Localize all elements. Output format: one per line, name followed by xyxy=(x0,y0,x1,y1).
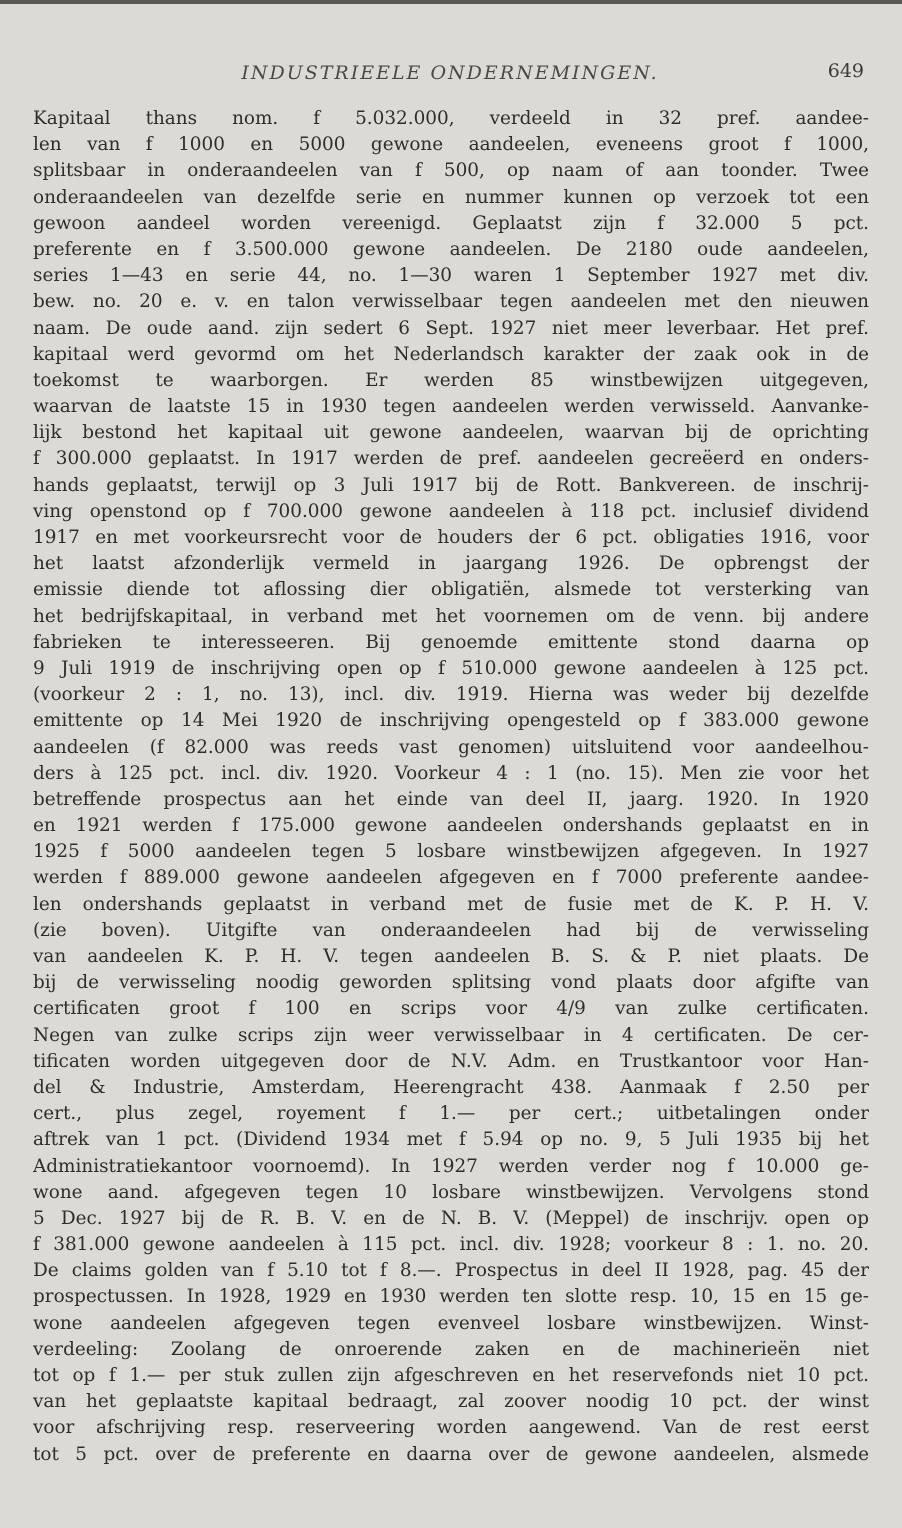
body-line: splitsbaar in onderaandeelen van f 500, op naam of aan toonder. Twee xyxy=(33,160,869,182)
body-line: len ondershands geplaatst in verband met de fusie met de K. P. H. V. xyxy=(33,893,869,915)
body-line: Negen van zulke scrips zijn weer verwisselbaar in 4 certificaten. De cer- xyxy=(33,1024,869,1046)
body-line: waarvan de laatste 15 in 1930 tegen aandeelen werden verwisseld. Aanvanke- xyxy=(33,396,869,418)
body-line: tificaten worden uitgegeven door de N.V. Adm. en Trustkantoor voor Han- xyxy=(33,1050,869,1072)
body-line: onderaandeelen van dezelfde serie en nummer kunnen op verzoek tot een xyxy=(33,186,869,208)
body-line: het bedrijfskapitaal, in verband met het voornemen om de venn. bij andere xyxy=(33,605,869,627)
body-line: tot op f 1.— per stuk zullen zijn afgeschreven en het reservefonds niet 10 pct. xyxy=(33,1365,869,1386)
page-number: 649 xyxy=(827,60,864,82)
running-title: INDUSTRIEELE ONDERNEMINGEN. xyxy=(241,62,659,84)
page-body xyxy=(33,106,869,1468)
body-line: len van f 1000 en 5000 gewone aandeelen, eveneens groot f 1000, xyxy=(33,134,869,156)
body-line: werden f 889.000 gewone aandeelen afgegeven en f 7000 preferente aandee- xyxy=(33,867,869,889)
body-line: emittente op 14 Mei 1920 de inschrijving opengesteld op f 383.000 gewone xyxy=(33,710,869,732)
body-line: tot 5 pct. over de preferente en daarna over de gewone aandeelen, alsmede xyxy=(33,1443,869,1465)
page-header xyxy=(0,58,902,88)
body-line: emissie diende tot aflossing dier obligatiën, alsmede tot versterking van xyxy=(33,579,869,601)
body-line: wone aand. afgegeven tegen 10 losbare winstbewijzen. Vervolgens stond xyxy=(33,1181,869,1203)
body-line: prospectussen. In 1928, 1929 en 1930 werden ten slotte resp. 10, 15 en 15 ge- xyxy=(33,1286,869,1308)
body-line: certificaten groot f 100 en scrips voor 4/9 van zulke certificaten. xyxy=(33,998,869,1020)
top-border xyxy=(0,0,902,4)
body-line: (zie boven). Uitgifte van onderaandeelen had bij de verwisseling xyxy=(33,919,869,941)
body-line: Administratiekantoor voornoemd). In 1927 werden verder nog f 10.000 ge- xyxy=(33,1155,869,1177)
body-line: ders à 125 pct. incl. div. 1920. Voorkeur 4 : 1 (no. 15). Men zie voor het xyxy=(33,762,869,784)
body-line: preferente en f 3.500.000 gewone aandeelen. De 2180 oude aandeelen, xyxy=(33,238,869,260)
body-line: kapitaal werd gevormd om het Nederlandsch karakter der zaak ook in de xyxy=(33,343,869,365)
body-line: f 300.000 geplaatst. In 1917 werden de pref. aandeelen gecreëerd en onders- xyxy=(33,448,869,470)
body-line: series 1—43 en serie 44, no. 1—30 waren 1 September 1927 met div. xyxy=(33,265,869,287)
body-line: cert., plus zegel, royement f 1.— per cert.; uitbetalingen onder xyxy=(33,1103,869,1125)
body-line: voor afschrijving resp. reserveering worden aangewend. Van de rest eerst xyxy=(33,1417,869,1439)
body-line: van aandeelen K. P. H. V. tegen aandeelen B. S. & P. niet plaats. De xyxy=(33,946,869,967)
body-line: lijk bestond het kapitaal uit gewone aandeelen, waarvan bij de oprichting xyxy=(33,422,869,444)
body-line: toekomst te waarborgen. Er werden 85 winstbewijzen uitgegeven, xyxy=(33,369,869,391)
body-line: en 1921 werden f 175.000 gewone aandeelen ondershands geplaatst en in xyxy=(33,815,869,837)
body-line: ving openstond op f 700.000 gewone aandeelen à 118 pct. inclusief dividend xyxy=(33,500,869,522)
body-line: verdeeling: Zoolang de onroerende zaken en de machinerieën niet xyxy=(33,1338,869,1360)
body-line: 1925 f 5000 aandeelen tegen 5 losbare winstbewijzen afgegeven. In 1927 xyxy=(33,841,869,863)
body-line: wone aandeelen afgegeven tegen evenveel losbare winstbewijzen. Winst- xyxy=(33,1312,869,1334)
body-line: 9 Juli 1919 de inschrijving open op f 510.000 gewone aandeelen à 125 pct. xyxy=(33,657,869,679)
body-line: betreffende prospectus aan het einde van deel II, jaarg. 1920. In 1920 xyxy=(33,788,869,810)
body-line: hands geplaatst, terwijl op 3 Juli 1917 bij de Rott. Bankvereen. de inschrij- xyxy=(33,474,869,496)
body-line: De claims golden van f 5.10 tot f 8.—. Prospectus in deel II 1928, pag. 45 der xyxy=(33,1260,869,1282)
body-line: aftrek van 1 pct. (Dividend 1934 met f 5.94 op no. 9, 5 Juli 1935 bij het xyxy=(33,1129,869,1151)
body-line: 1917 en met voorkeursrecht voor de houders der 6 pct. obligaties 1916, voor xyxy=(33,527,869,548)
body-line: del & Industrie, Amsterdam, Heerengracht 438. Aanmaak f 2.50 per xyxy=(33,1076,869,1098)
body-line: (voorkeur 2 : 1, no. 13), incl. div. 1919. Hierna was weder bij dezelfde xyxy=(33,684,869,706)
body-line: Kapitaal thans nom. f 5.032.000, verdeeld in 32 pref. aandee- xyxy=(33,108,869,129)
body-line: het laatst afzonderlijk vermeld in jaargang 1926. De opbrengst der xyxy=(33,553,869,575)
body-line: gewoon aandeel worden vereenigd. Geplaatst zijn f 32.000 5 pct. xyxy=(33,212,869,234)
body-line: 5 Dec. 1927 bij de R. B. V. en de N. B. V. (Meppel) de inschrijv. open op xyxy=(33,1207,869,1229)
body-line: aandeelen (f 82.000 was reeds vast genomen) uitsluitend voor aandeelhou- xyxy=(33,736,869,758)
body-line: bew. no. 20 e. v. en talon verwisselbaar tegen aandeelen met den nieuwen xyxy=(33,291,869,313)
body-line: van het geplaatste kapitaal bedraagt, zal zoover noodig 10 pct. der winst xyxy=(33,1391,869,1413)
body-line: bij de verwisseling noodig geworden splitsing vond plaats door afgifte van xyxy=(33,972,869,994)
body-line: naam. De oude aand. zijn sedert 6 Sept. 1927 niet meer leverbaar. Het pref. xyxy=(33,317,869,339)
body-line: fabrieken te interesseeren. Bij genoemde emittente stond daarna op xyxy=(33,631,869,653)
body-line: f 381.000 gewone aandeelen à 115 pct. incl. div. 1928; voorkeur 8 : 1. no. 20. xyxy=(33,1234,869,1256)
